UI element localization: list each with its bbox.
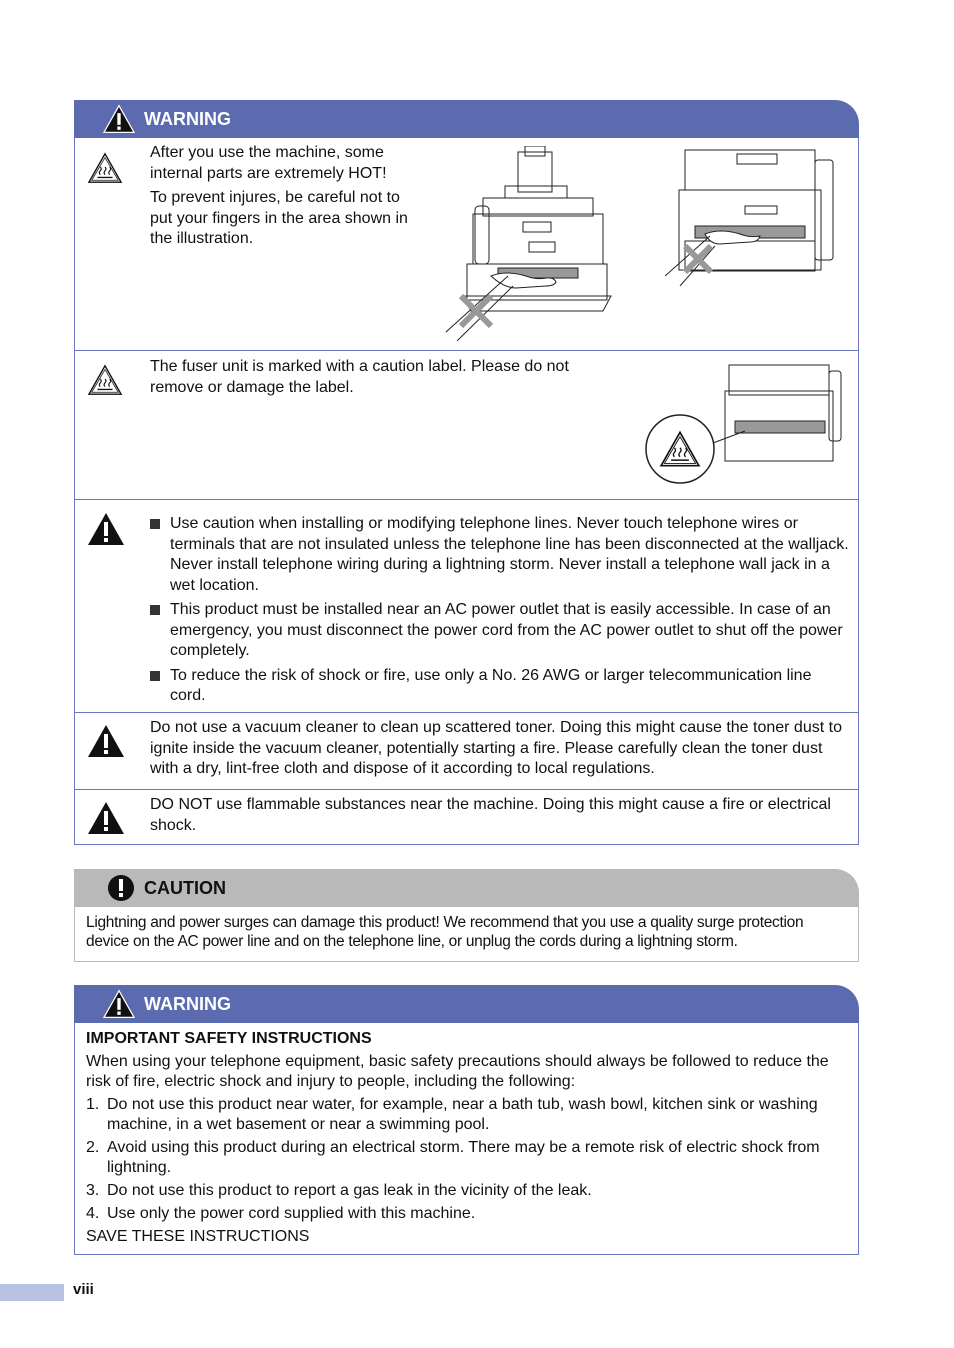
warning-body [74,138,859,845]
page-number: viii [73,1281,94,1298]
list-item: 3. Do not use this product to report a gas leak in the vicinity of the leak. [86,1182,592,1199]
warning-section-1 [74,100,859,845]
vacuum-text: Do not use a vacuum cleaner to clean up scattered toner. Doing this might cause the toner dust to ignite inside the vacuum cleaner, potentially starting a fire. Please carefully clean the toner dust with a dry, lint-free cloth and dispose of it according to local regulations. [150,719,842,777]
bullet-item: To reduce the risk of shock or fire, use only a No. 26 AWG or larger telecommunication line cord. [150,666,850,707]
flammable-text: DO NOT use flammable substances near the machine. Doing this might cause a fire or electrical shock. [150,796,831,834]
bullet-item: Use caution when installing or modifying telephone lines. Never touch telephone wires or terminals that are not insulated unless the telephone line has been disconnected at the walljack. Never install telephone wiring during a lightning storm. Never install a telephone wall jack in a wet location. [150,514,850,596]
flammable-row [75,789,858,844]
hot-prevent-line: To prevent injures, be careful not to put your fingers in the area shown in the illustration. [150,189,408,247]
caution-body [74,907,859,962]
warning-triangle-icon [86,723,126,759]
bullet-item: This product must be installed near an AC power outlet that is easily accessible. In case of an emergency, you must disconnect the power cord from the AC power outlet to shut off the power completely. [150,600,850,662]
warning-triangle-icon [102,989,136,1019]
safety-instructions-content [86,1029,848,1247]
fuser-label-row [75,350,858,499]
fuser-text: The fuser unit is marked with a caution label. Please do not remove or damage the label. [150,358,569,396]
caution-exclamation-icon [106,873,136,903]
vacuum-row [75,712,858,789]
caution-header-label: CAUTION [144,878,226,898]
caution-section [74,869,859,962]
warning-header-label: WARNING [144,994,231,1014]
warning-header-label: WARNING [144,109,231,129]
warning-triangle-icon [86,511,126,547]
save-instructions-text: SAVE THESE INSTRUCTIONS [86,1228,310,1245]
list-item: 2. Avoid using this product during an electrical storm. There may be a remote risk of electric shock from lightning. [86,1139,820,1176]
hot-parts-row [75,138,858,350]
hot-surface-icon [86,151,124,185]
safety-intro: When using your telephone equipment, basic safety precautions should always be followed to reduce the risk of fire, electric shock and injury to people, including the following: [86,1053,829,1090]
machine-rear-hand-illustration [665,146,841,286]
caution-text: Lightning and power surges can damage this product! We recommend that you use a quality surge protection device on the AC power line and on the telephone line, or unplug the cords during a lightning storm. [86,914,804,950]
warning-triangle-icon [86,800,126,836]
hot-warning-line: After you use the machine, some internal parts are extremely HOT! [150,144,387,182]
footer-color-bar [0,1284,64,1301]
list-item: 4. Use only the power cord supplied with this machine. [86,1205,476,1222]
machine-front-hand-illustration [443,146,613,341]
hot-surface-icon [86,363,124,397]
safety-instructions-title: IMPORTANT SAFETY INSTRUCTIONS [86,1030,372,1047]
hot-parts-text [150,143,422,250]
warning-triangle-icon [102,104,136,134]
fuser-caution-label-illustration [645,361,845,491]
warning-section-2 [74,985,859,1255]
warning-header [74,100,859,138]
telephone-bullets [150,514,850,711]
warning-header [74,985,859,1023]
list-item: 1. Do not use this product near water, for example, near a bath tub, wash bowl, kitchen sink or washing machine, in a wet basement or near a swimming pool. [86,1096,818,1133]
telephone-safety-row [75,499,858,712]
caution-header [74,869,859,907]
safety-instructions-body [74,1023,859,1255]
